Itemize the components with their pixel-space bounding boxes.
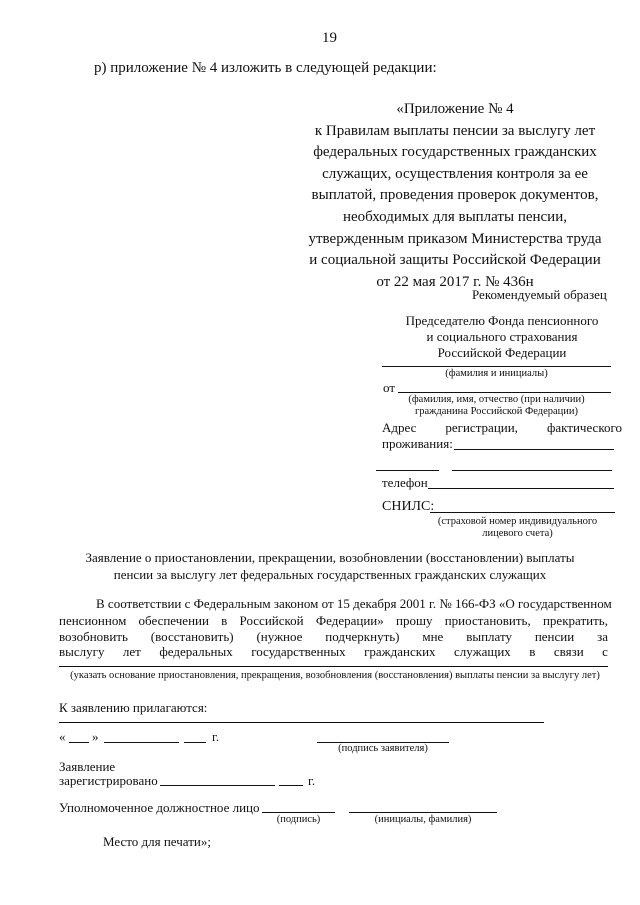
reason-line [59,666,608,667]
residence-label: проживания: [382,436,453,451]
body-line-2 [59,613,608,629]
address-word: фактического [546,420,622,435]
body-word: связи [553,644,584,659]
body-word: лет [122,644,141,659]
registered-line-1: Заявление [59,759,116,774]
reason-caption: (указать основание приостановления, прекращения, возобновления (восстановления) выплаты пенсии за выслугу лет) [70,670,600,681]
official-signature-line [262,812,335,813]
appendix-header-line: «Приложение № 4 [396,101,514,117]
body-word: с [602,644,608,659]
body-word: выслугу [59,644,105,659]
title-line: Заявление о приостановлении, прекращении, возобновлении (восстановлении) выплаты [85,550,575,565]
address-word: Адрес [382,420,417,435]
address-word: регистрации, [445,420,518,435]
body-line-1: В соответствии с Федеральным законом от 15 декабря 2001 г. № 166-ФЗ «О государственном [96,596,612,611]
official-name-caption: (инициалы, фамилия) [374,814,472,825]
body-word: Российской [239,613,304,628]
body-word: в [221,613,228,628]
addressee-line: Российской Федерации [437,345,567,360]
body-word: приостановить, [444,613,531,628]
body-word: федеральных [159,644,233,659]
from-label: от [383,380,396,395]
attachments-line [59,722,544,723]
registered-year-line [279,785,303,786]
body-word: Федерации» [315,613,384,628]
addressee-name-caption: (фамилия и инициалы) [445,368,548,379]
registered-date-line [160,785,275,786]
phone-label: телефон [382,475,428,490]
official-name-line [349,812,497,813]
body-line-3 [59,629,608,645]
page-number: 19 [322,30,337,46]
snils-caption-1: (страховой номер индивидуального [437,516,598,527]
body-word: пенсионном [59,613,127,628]
from-caption-2: гражданина Российской Федерации) [414,406,579,417]
body-word: в [529,644,536,659]
appendix-header-line: от 22 мая 2017 г. № 436н [376,273,534,290]
addressee-line: Председателю Фонда пенсионного [405,313,599,328]
addressee-line: и социального страхования [426,329,578,344]
addressee-block [390,313,614,361]
snils-label: СНИЛС: [382,499,435,514]
snils-line [430,512,615,513]
date-month-line [104,742,179,743]
body-word: (восстановить) [150,629,234,644]
date-quote-close: » [92,729,99,744]
applicant-signature-caption: (подпись заявителя) [338,743,428,754]
date-year-suffix: г. [212,729,220,744]
body-word: прошу [396,613,433,628]
stamp-place-label: Место для печати»; [103,834,211,849]
appendix-header-line: служащих, осуществления контроля за ее [322,165,588,182]
body-word: подчеркнуть) [325,629,400,644]
registered-line-2: зарегистрировано [59,773,158,788]
attachments-label: К заявлению прилагаются: [59,700,208,715]
from-caption-1: (фамилия, имя, отчество (при наличии) [408,394,585,405]
body-word: возобновить [59,629,128,644]
date-year-line [184,742,206,743]
from-line [398,392,611,393]
body-word: (нужное [256,629,303,644]
body-word: мне [422,629,444,644]
application-title [40,550,620,583]
appendix-header-line: и социальной защиты Российской Федерации [309,252,601,269]
appendix-header-line: к Правилам выплаты пенсии за выслугу лет [314,122,596,139]
appendix-header-line: федеральных государственных гражданских [313,144,597,161]
body-word: пенсии [534,629,575,644]
body-word: государственных [251,644,346,659]
amendment-intro: р) приложение № 4 изложить в следующей редакции: [94,60,437,76]
body-word: служащих [454,644,511,659]
appendix-header-line: необходимых для выплаты пенсии, [343,208,567,225]
address-extra-line-left [376,470,439,471]
body-line-4 [59,644,608,660]
title-line: пенсии за выслугу лет федеральных государственных гражданских служащих [113,566,547,582]
snils-caption-2: лицевого счета) [482,528,553,539]
addressee-name-line [382,366,611,367]
residence-line [454,449,614,450]
registered-suffix: г. [308,773,316,788]
date-day-line [69,742,89,743]
appendix-header [300,99,610,293]
body-word: выплату [466,629,512,644]
body-word: прекратить, [542,613,608,628]
official-label: Уполномоченное должностное лицо [59,800,260,815]
phone-line [428,488,614,489]
body-word: гражданских [364,644,436,659]
date-quote-open: « [59,729,66,744]
address-extra-line-right [452,470,612,471]
body-word: за [597,629,608,644]
body-word: обеспечении [138,613,209,628]
address-line [382,420,622,436]
appendix-header-line: утвержденным приказом Министерства труда [308,230,602,247]
recommended-sample-label: Рекомендуемый образец [472,287,607,302]
official-signature-caption: (подпись) [276,814,321,825]
appendix-header-line: выплатой, проведения проверок документов, [311,187,599,204]
